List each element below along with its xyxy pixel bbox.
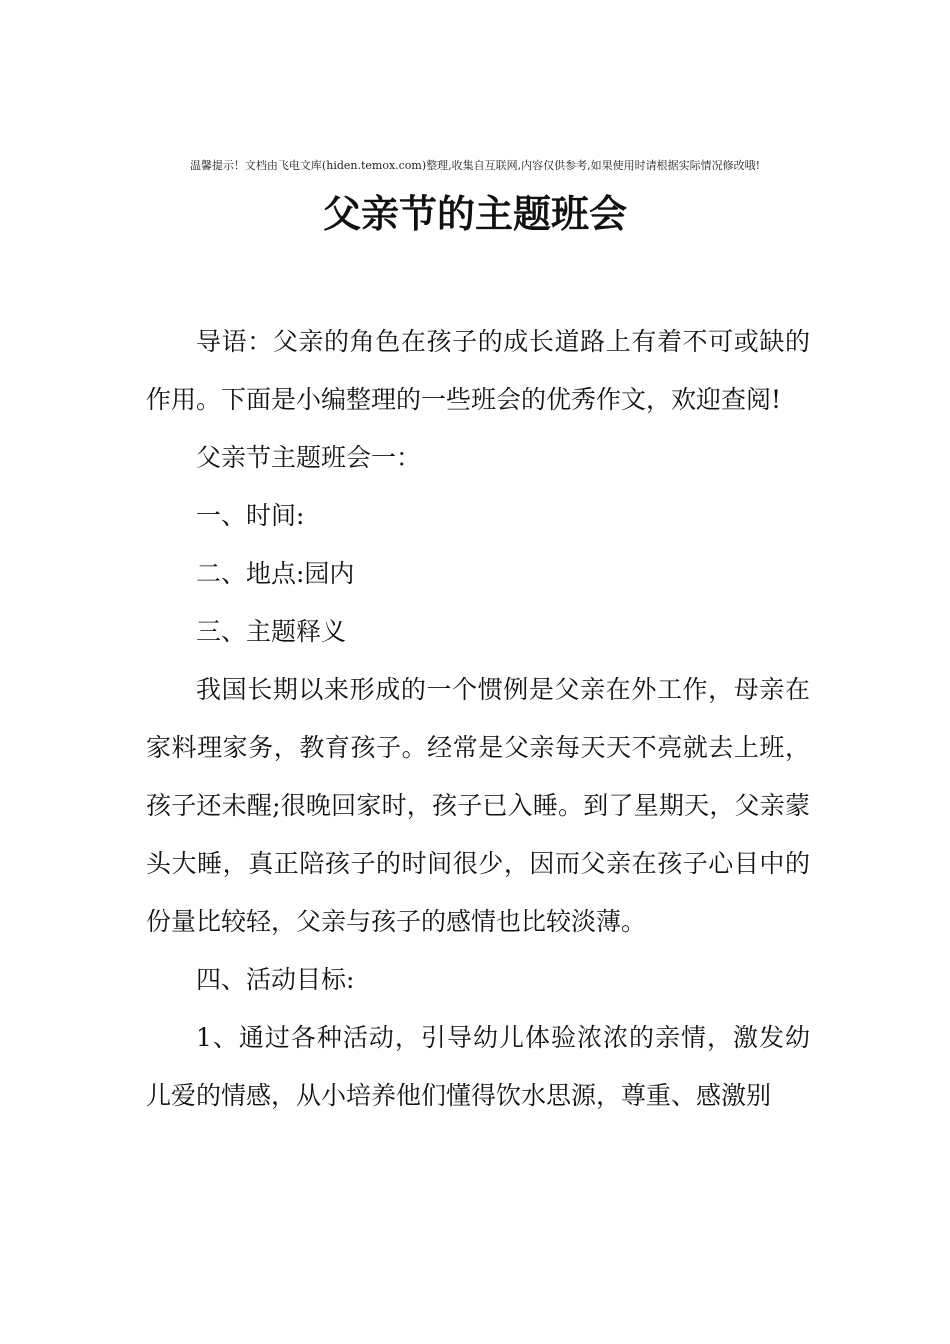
paragraph-theme-heading: 三、主题释义 [196, 617, 347, 646]
paragraph-intro: 导语：父亲的角色在孩子的成长道路上有着不可或缺的作用。下面是小编整理的一些班会的优秀作文，欢迎查阅! [146, 327, 810, 414]
paragraph-goals-heading: 四、活动目标: [196, 965, 355, 994]
paragraph-goal-1: 1、通过各种活动，引导幼儿体验浓浓的亲情，激发幼儿爱的情感，从小培养他们懂得饮水思源，尊重、感激别 [146, 1023, 810, 1110]
document-title: 父亲节的主题班会 [322, 191, 627, 236]
document-body [146, 313, 810, 1125]
paragraph-theme-body: 我国长期以来形成的一个惯例是父亲在外工作，母亲在家料理家务，教育孩子。经常是父亲每天天不亮就去上班，孩子还未醒;很晚回家时，孩子已入睡。到了星期天，父亲蒙头大睡，真正陪孩子的时间很少，因而父亲在孩子心目中的份量比较轻，父亲与孩子的感情也比较淡薄。 [146, 675, 810, 936]
paragraph-location: 二、地点:园内 [196, 559, 355, 588]
paragraph-time: 一、时间: [196, 501, 305, 530]
header-notice: 温馨提示！文档由飞电文库(hiden.temox.com)整理,收集自互联网,内容仅供参考,如果使用时请根据实际情况修改哦! [189, 159, 761, 172]
paragraph-section-heading: 父亲节主题班会一： [196, 443, 422, 472]
